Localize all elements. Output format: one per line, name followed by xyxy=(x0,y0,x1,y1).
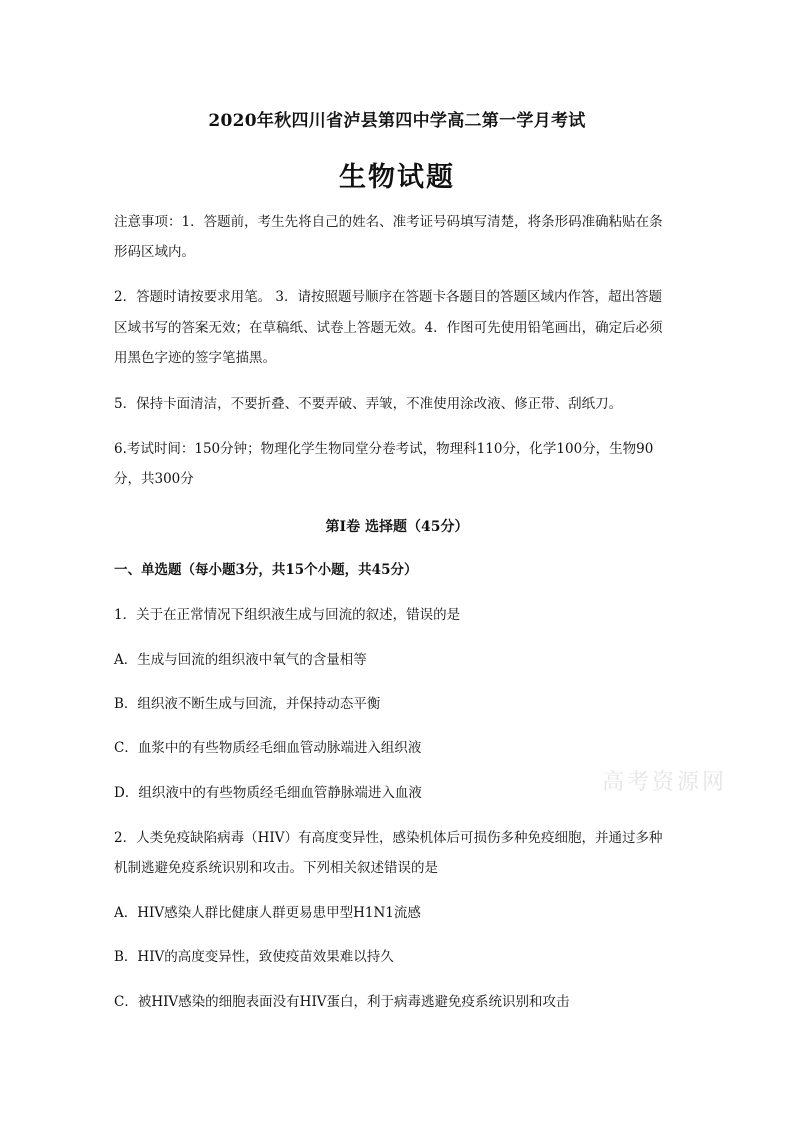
question-2-option-a: A．HIV感染人群比健康人群更易患甲型H1N1流感 xyxy=(114,905,421,921)
question-1-option-a: A．生成与回流的组织液中氧气的含量相等 xyxy=(114,652,367,668)
notes-line-2c: 用黑色字迹的签字笔描黑。 xyxy=(114,350,276,366)
question-2-stem-b: 机制逃避免疫系统识别和攻击。下列相关叙述错误的是 xyxy=(114,860,438,876)
notes-line-1a: 注意事项：1．答题前，考生先将自己的姓名、准考证号码填写清楚，将条形码准确粘贴在条 xyxy=(114,214,663,230)
notes-line-6b: 分，共300分 xyxy=(114,471,194,487)
watermark: 高考资源网 xyxy=(602,770,728,795)
notes-line-2b: 区域书写的答案无效；在草稿纸、试卷上答题无效。4．作图可先使用铅笔画出，确定后必须 xyxy=(114,320,663,336)
notes-line-6a: 6.考试时间：150分钟；物理化学生物同堂分卷考试，物理科110分，化学100分，生物90 xyxy=(114,441,654,457)
section-heading: 第Ⅰ卷 选择题（45分） xyxy=(325,519,469,535)
question-2-option-b: B．HIV的高度变异性，致使疫苗效果难以持久 xyxy=(114,949,394,965)
exam-title: 2020年秋四川省泸县第四中学高二第一学月考试 xyxy=(208,111,586,131)
part-title: 一、单选题（每小题3分，共15个小题，共45分） xyxy=(114,562,418,578)
question-1-option-c: C．血浆中的有些物质经毛细血管动脉端进入组织液 xyxy=(114,740,422,756)
notes-line-5: 5．保持卡面清洁，不要折叠、不要弄破、弄皱，不准使用涂改液、修正带、刮纸刀。 xyxy=(114,396,623,412)
question-2-stem-a: 2．人类免疫缺陷病毒（HIV）有高度变异性，感染机体后可损伤多种免疫细胞，并通过多种 xyxy=(114,830,663,846)
question-1-option-b: B．组织液不断生成与回流，并保持动态平衡 xyxy=(114,696,381,712)
question-2-option-c: C．被HIV感染的细胞表面没有HIV蛋白，利于病毒逃避免疫系统识别和攻击 xyxy=(114,994,570,1010)
subject-title: 生物试题 xyxy=(339,162,455,193)
question-1-option-d: D．组织液中的有些物质经毛细血管静脉端进入血液 xyxy=(114,785,422,801)
notes-line-1b: 形码区域内。 xyxy=(114,244,195,260)
question-1-stem: 1．关于在正常情况下组织液生成与回流的叙述，错误的是 xyxy=(114,607,461,623)
notes-line-2a: 2．答题时请按要求用笔。 3．请按照题号顺序在答题卡各题目的答题区域内作答，超出答题 xyxy=(114,289,662,305)
